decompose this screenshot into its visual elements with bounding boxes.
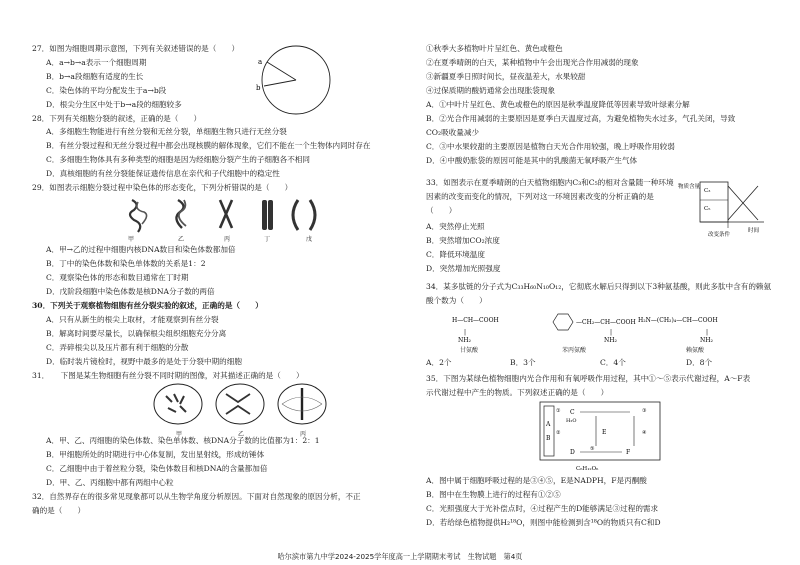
- q35-stem-line2: 示代谢过程中产生的物质。下列叙述正确的是（ ）: [426, 388, 609, 397]
- node-f: F: [626, 449, 631, 456]
- q32-item-4: ④过保质期的酸奶通常会出现胀袋现象: [426, 86, 556, 95]
- benzene-ring-icon: [553, 314, 573, 330]
- chromosome-ding: [262, 200, 267, 230]
- process-5: ⑤: [590, 446, 595, 452]
- q32-option-d: D．④中酸奶胀袋的原因可能是其中的乳酸菌无氧呼吸产生气体: [426, 156, 638, 165]
- acid-lysine: 赖氨酸: [686, 347, 705, 354]
- label-b: b: [256, 84, 261, 92]
- q27-option-b: B．b→a段细胞有适度的生长: [46, 72, 144, 81]
- q34-option-a: A．2个: [426, 358, 452, 367]
- cell-cycle-diagram: [256, 40, 336, 120]
- q31-option-b: B．甲细胞所处的时期进行中心体复制，发出星射线，形成纺锤体: [46, 450, 265, 459]
- q27-option-d: D．根尖分生区中处于b→a段的细胞较多: [46, 100, 182, 109]
- q31-label-bing: 丙: [300, 431, 307, 438]
- q32-option-b-cont: CO₂吸收量减少: [426, 128, 480, 137]
- chromosome-bing: [220, 200, 232, 228]
- cell-jia: [154, 384, 202, 424]
- svg-text:|: |: [610, 329, 613, 336]
- q33-xlabel: 改变条件: [708, 232, 731, 238]
- q33-option-c: C．降低环境温度: [426, 250, 485, 259]
- q33-series-c3: C₃: [704, 188, 711, 194]
- q35-option-d: D．若给绿色植物提供H₂¹⁸O，则图中能检测到含¹⁸O的物质只有C和D: [426, 518, 661, 527]
- node-glucose: C₆H₁₂O₆: [576, 466, 599, 472]
- q32-option-c: C．③中水果较甜的主要原因是植物白天光合作用较强，晚上呼吸作用较弱: [426, 142, 675, 151]
- q30-option-a: A．只有从新生的根尖上取材，才能观察到有丝分裂: [46, 315, 219, 324]
- q29-label-wu: 戊: [306, 236, 313, 243]
- q33-stem-line2: 因素的改变而变化的情况，下列对这一环境因素改变的分析正确的是: [426, 192, 654, 201]
- q30-option-d: D．临时装片镜检时，视野中最多的是处于分裂中期的细胞: [46, 357, 242, 366]
- q34-option-c: C．4个: [600, 358, 626, 367]
- right-column: [400, 0, 800, 565]
- node-d: D: [570, 449, 575, 456]
- q34-stem-line1: 34．某多肽链的分子式为C₃₃H₆₀N₁₀O₁₂，它彻底水解后只得到以下3种氨基酸，则此多肽中含有的赖氨: [426, 282, 772, 291]
- q33-chart: [676, 176, 768, 242]
- cell-yi: [216, 384, 264, 424]
- q31-label-jia: 甲: [176, 431, 183, 438]
- q32-option-a: A．①中叶片呈红色、黄色或橙色的原因是秋季温度降低等因素导致叶绿素分解: [426, 100, 690, 109]
- amino-acid-structures: [440, 308, 760, 350]
- q28-option-a: A．多细胞生物能进行有丝分裂和无丝分裂，单细胞生物只进行无丝分裂: [46, 127, 287, 136]
- q35-option-c: C．光照强度大于光补偿点时，④过程产生的D能够满足③过程的需求: [426, 504, 659, 513]
- q32-stem-line2: 确的是（ ）: [32, 506, 86, 515]
- q29-label-jia: 甲: [128, 236, 135, 243]
- chromosome-jia: [130, 200, 140, 232]
- q32-option-b: B．②光合作用减弱的主要原因是夏季白天温度过高，为避免植物失水过多，气孔关闭，导致: [426, 114, 736, 123]
- q29-option-c: C．观察染色体的形态和数目通常在丁时期: [46, 273, 189, 282]
- q33-stem-line1: 33．如图表示在夏季晴朗的白天植物细胞内C₃和C₅的相对含量随一种环境: [426, 178, 674, 187]
- process-4: ④: [642, 430, 647, 436]
- q35-metabolism-diagram: [530, 398, 670, 474]
- svg-text:NH₂: NH₂: [604, 337, 617, 344]
- svg-text:NH₂: NH₂: [700, 337, 713, 344]
- q30-option-c: C．弄碎根尖以及压片都有利于细胞的分散: [46, 343, 189, 352]
- radius-a: [267, 62, 296, 80]
- process-1: ①: [556, 408, 561, 414]
- q35-option-b: B．图中在生物膜上进行的过程有①②⑤: [426, 490, 561, 499]
- svg-text:|: |: [464, 329, 467, 336]
- q33-option-b: B．突然增加CO₂浓度: [426, 236, 500, 245]
- q28-option-d: D．真核细胞的有丝分裂能保证遗传信息在亲代和子代细胞中的稳定性: [46, 169, 280, 178]
- q34-option-d: D．8个: [686, 358, 713, 367]
- q33-stem-line3: （ ）: [426, 206, 457, 215]
- acid-glycine: 甘氨酸: [460, 347, 479, 354]
- q29-label-yi: 乙: [178, 236, 185, 243]
- process-2: ②: [556, 430, 561, 436]
- q28-option-b: B．有丝分裂过程和无丝分裂过程中都会出现核膜的解体现象，它们不能在一个生物体内同时存在: [46, 141, 371, 150]
- q33-xlabel-time: 时间: [748, 228, 760, 234]
- q32-stem-line1: 32．自然界存在的很多常见现象都可以从生物学角度分析原因。下面对自然现象的原因分析，不正: [32, 492, 361, 501]
- q31-stem: 31． 下图是某生物细胞有丝分裂不同时期的图像，对其描述正确的是（ ）: [32, 371, 304, 380]
- q28-option-c: C．多细胞生物体具有多种类型的细胞是因为经细胞分裂产生的子细胞各不相同: [46, 155, 310, 164]
- q30-stem: 30．下列关于观察植物细胞有丝分裂实验的叙述，正确的是（ ）: [32, 301, 263, 310]
- q29-option-b: B．丁中的染色体数和染色单体数的关系是1：2: [46, 259, 206, 268]
- q31-option-a: A．甲、乙、丙细胞的染色体数、染色单体数、核DNA分子数的比值都为1：2：1: [46, 436, 320, 445]
- q28-stem: 28．下列有关细胞分裂的叙述，正确的是（ ）: [32, 114, 202, 123]
- acid-phenylalanine: 苯丙氨酸: [562, 347, 587, 354]
- q33-ylabel: 物质含量: [678, 184, 701, 190]
- svg-text:H₂N—(CH₂)₄—CH—COOH: H₂N—(CH₂)₄—CH—COOH: [638, 317, 718, 324]
- svg-text:—CH₂—CH—COOH: —CH₂—CH—COOH: [576, 319, 636, 326]
- q34-stem-line2: 酸个数为（ ）: [426, 296, 487, 305]
- q34-option-b: B．3个: [510, 358, 536, 367]
- q29-option-d: D．戊阶段细胞中染色体数是核DNA分子数的两倍: [46, 287, 215, 296]
- q32-item-1: ①秋季大多植物叶片呈红色、黄色或橙色: [426, 44, 563, 53]
- chromosome-shapes-figure: [120, 194, 330, 236]
- q29-label-ding: 丁: [264, 236, 271, 243]
- q31-option-d: D．甲、乙、丙细胞中都有两组中心粒: [46, 478, 174, 487]
- q31-option-c: C．乙细胞中由于着丝粒分裂，染色体数目和核DNA的含量都加倍: [46, 464, 268, 473]
- svg-text:H—CH—COOH: H—CH—COOH: [452, 317, 499, 324]
- q29-option-a: A．甲→乙的过程中细胞内核DNA数目和染色体数都加倍: [46, 245, 236, 254]
- q32-item-2: ②在夏季晴朗的白天，某种植物中午会出现光合作用减弱的现象: [426, 58, 639, 67]
- radius-b: [264, 80, 296, 86]
- q35-option-a: A．图中属于细胞呼吸过程的是③④⑤，E是NADPH，F是丙酮酸: [426, 476, 647, 485]
- q27-option-c: C．染色体的平均分配发生于a→b段: [46, 86, 167, 95]
- q30-option-b: B．解离时间要尽量长，以确保根尖组织细胞充分分离: [46, 329, 227, 338]
- node-h2o: H₂O: [566, 418, 577, 424]
- q29-stem: 29．如图表示细胞分裂过程中染色体的形态变化，下列分析错误的是（ ）: [32, 183, 293, 192]
- q27-option-a: A．a→b→a表示一个细胞周期: [46, 58, 147, 67]
- chromosome-wu: [293, 200, 298, 230]
- q32-item-3: ③新疆夏季日照时间长，昼夜温差大，水果较甜: [426, 72, 586, 81]
- q33-series-c5: C₅: [704, 206, 711, 212]
- node-e: E: [602, 429, 607, 436]
- svg-text:|: |: [706, 329, 709, 336]
- mitosis-cells-figure: [150, 382, 330, 430]
- node-a: A: [546, 421, 551, 428]
- q35-stem-line1: 35．下图为某绿色植物细胞内光合作用和有氧呼吸作用过程，其中①～⑤表示代谢过程，A～F表: [426, 374, 751, 383]
- page-footer: 哈尔滨市第九中学2024-2025学年度高一上学期期末考试 生物试题 第4页: [277, 552, 523, 561]
- q29-label-bing: 丙: [224, 236, 231, 243]
- label-a: a: [258, 58, 263, 66]
- node-b: B: [546, 435, 551, 442]
- node-c: C: [570, 409, 575, 416]
- q33-option-d: D．突然增加光照强度: [426, 264, 501, 273]
- process-3: ③: [642, 408, 647, 414]
- svg-text:NH₂: NH₂: [458, 337, 471, 344]
- q33-option-a: A．突然停止光照: [426, 222, 485, 231]
- q27-stem: 27．如图为细胞周期示意图，下列有关叙述错误的是（ ）: [32, 44, 240, 53]
- q31-label-yi: 乙: [238, 431, 245, 438]
